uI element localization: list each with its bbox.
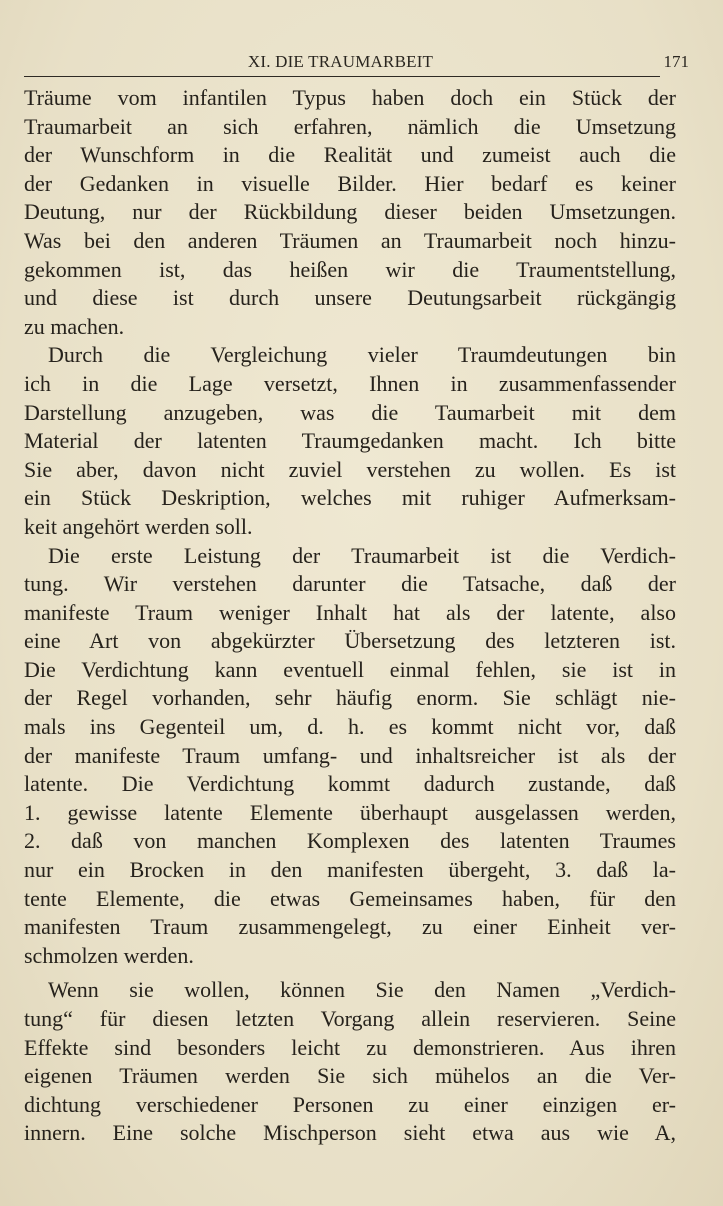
text-line: ein Stück Deskription, welches mit ruhiger Aufmerksam-: [24, 485, 676, 511]
text-line: nur ein Brocken in den manifesten übergeht, 3. daß la-: [24, 857, 676, 883]
text-line: 2. daß von manchen Komplexen des latenten Traumes: [24, 828, 676, 854]
text-line: zu machen.: [24, 313, 125, 339]
text-line: tente Elemente, die etwas Gemeinsames haben, für den: [24, 885, 676, 911]
text-line: tung“ für diesen letzten Vorgang allein reservieren. Seine: [24, 1006, 676, 1031]
paragraph: [24, 84, 676, 341]
text-line: gekommen ist, das heißen wir die Traumentstellung,: [24, 256, 676, 282]
text-line: dichtung verschiedener Personen zu einer einzigen er-: [24, 1091, 676, 1117]
text-line: manifeste Traum weniger Inhalt hat als der latente, also: [24, 599, 676, 625]
text-line: mals ins Gegenteil um, d. h. es kommt nicht vor, daß: [24, 714, 676, 740]
text-line: Die Verdichtung kann eventuell einmal fehlen, sie ist in: [24, 656, 676, 682]
text-line: Träume vom infantilen Typus haben doch ein Stück der: [24, 85, 676, 110]
running-head: [24, 48, 689, 76]
text-line: manifesten Traum zusammengelegt, zu einer Einheit ver-: [24, 914, 676, 940]
paragraph: [24, 341, 676, 541]
text-line: Darstellung anzugeben, was die Taumarbeit mit dem: [24, 399, 676, 425]
text-line: Effekte sind besonders leicht zu demonstrieren. Aus ihren: [24, 1034, 676, 1060]
text-line: schmolzen werden.: [24, 942, 194, 968]
text-line: Traumarbeit an sich erfahren, nämlich die Umsetzung: [24, 113, 676, 139]
text-line: 1. gewisse latente Elemente überhaupt ausgelassen werden,: [24, 799, 676, 825]
text-line: Durch die Vergleichung vieler Traumdeutungen bin: [48, 342, 676, 368]
text-line: der manifeste Traum umfang- und inhaltsreicher ist als der: [24, 742, 676, 768]
body-text: [24, 84, 676, 1148]
text-line: ich in die Lage versetzt, Ihnen in zusammenfassender: [24, 370, 676, 396]
page-number: 171: [663, 52, 689, 71]
text-line: Sie aber, davon nicht zuviel verstehen zu wollen. Es ist: [24, 456, 676, 482]
text-line: innern. Eine solche Mischperson sieht etwa aus wie A,: [24, 1120, 676, 1146]
text-line: eine Art von abgekürzter Übersetzung des letzteren ist.: [24, 628, 676, 654]
text-line: Material der latenten Traumgedanken macht. Ich bitte: [24, 428, 676, 454]
chapter-title: XI. DIE TRAUMARBEIT: [247, 52, 434, 71]
text-line: der Gedanken in visuelle Bilder. Hier bedarf es keiner: [24, 170, 676, 196]
text-line: der Regel vorhanden, sehr häufig enorm. Sie schlägt nie-: [24, 685, 676, 711]
text-line: Was bei den anderen Träumen an Traumarbeit noch hinzu-: [24, 227, 676, 253]
paragraph: [24, 542, 676, 971]
text-line: latente. Die Verdichtung kommt dadurch zustande, daß: [24, 771, 676, 797]
text-line: und diese ist durch unsere Deutungsarbeit rückgängig: [24, 285, 676, 311]
text-line: tung. Wir verstehen darunter die Tatsache, daß der: [24, 571, 676, 597]
text-line: der Wunschform in die Realität und zumeist auch die: [24, 142, 676, 168]
text-line: Deutung, nur der Rückbildung dieser beiden Umsetzungen.: [24, 199, 676, 225]
text-line: keit angehört werden soll.: [24, 513, 253, 539]
text-line: Wenn sie wollen, können Sie den Namen „Verdich-: [48, 977, 676, 1003]
text-line: eigenen Träumen werden Sie sich mühelos an die Ver-: [24, 1063, 676, 1089]
header-rule: [24, 76, 660, 77]
text-line: Die erste Leistung der Traumarbeit ist die Verdich-: [48, 542, 676, 568]
paragraph: [24, 976, 676, 1148]
